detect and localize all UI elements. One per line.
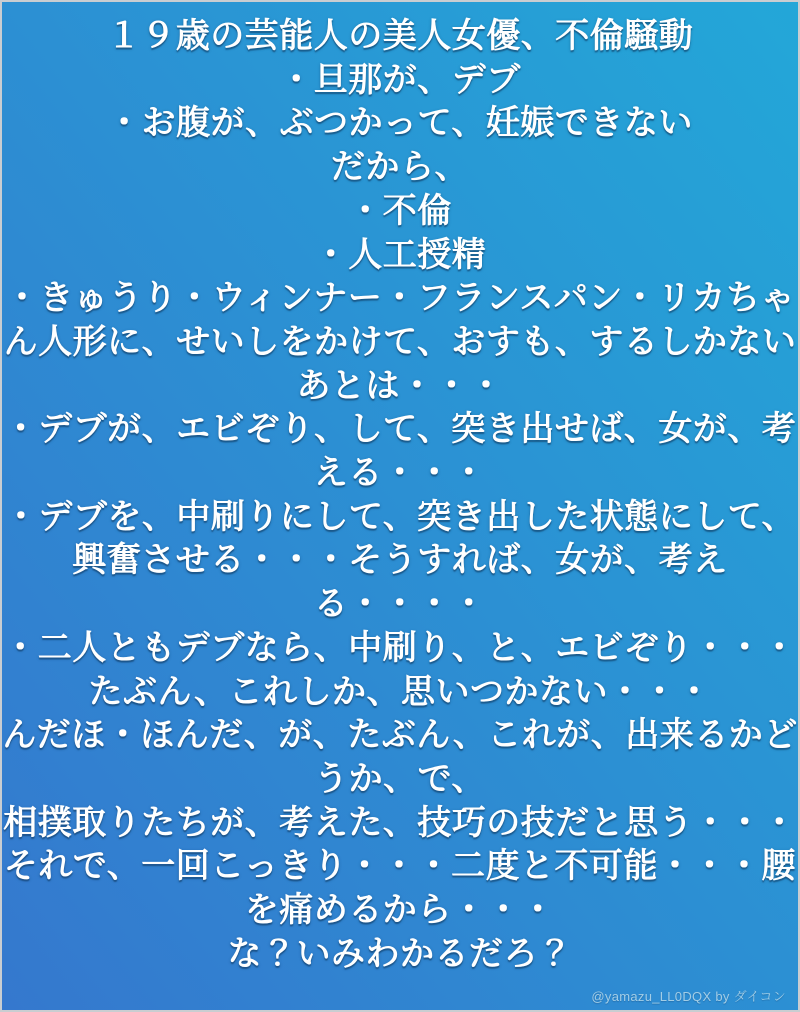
text-line: 興奮させる・・・そうすれば、女が、考え xyxy=(72,541,728,580)
text-line: たぶん、これしか、思いつかない・・・ xyxy=(88,672,712,711)
text-line: 相撲取りたちが、考えた、技巧の技だと思う・・・ xyxy=(3,803,797,842)
text-line: る・・・・ xyxy=(313,585,487,624)
text-line: ・不倫 xyxy=(348,191,452,230)
text-line: あとは・・・ xyxy=(296,366,504,405)
text-line: ・お腹が、ぶつかって、妊娠できない xyxy=(107,104,693,143)
text-line: １９歳の芸能人の美人女優、不倫騒動 xyxy=(106,17,694,55)
watermark-credit: @yamazu_LL0DQX by ダイコン xyxy=(591,989,786,1004)
meme-text xyxy=(2,15,798,976)
text-line: ・人工授精 xyxy=(313,235,487,274)
text-line: んだほ・ほんだ、が、たぶん、これが、出来るかど xyxy=(2,716,798,755)
text-line: える・・・ xyxy=(313,454,487,493)
text-line: それで、一回こっきり・・・二度と不可能・・・腰 xyxy=(3,847,797,886)
text-line: ・旦那が、デブ xyxy=(279,60,521,99)
text-line: な？いみわかるだろ？ xyxy=(227,934,573,973)
text-line: ・きゅうり・ウィンナー・フランスパン・リカちゃ xyxy=(4,279,796,318)
text-line: を痛めるから・・・ xyxy=(244,891,556,930)
text-line: ・デブを、中刷りにして、突き出した状態にして、 xyxy=(3,497,797,536)
text-line: うか、で、 xyxy=(314,759,486,798)
text-line: ・デブが、エビぞり、して、突き出せば、女が、考 xyxy=(3,410,797,449)
text-line: だから、 xyxy=(331,148,469,187)
text-line: ん人形に、せいしをかけて、おすも、するしかない xyxy=(3,322,797,361)
text-line: ・二人ともデブなら、中刷り、と、エビぞり・・・ xyxy=(3,628,797,667)
